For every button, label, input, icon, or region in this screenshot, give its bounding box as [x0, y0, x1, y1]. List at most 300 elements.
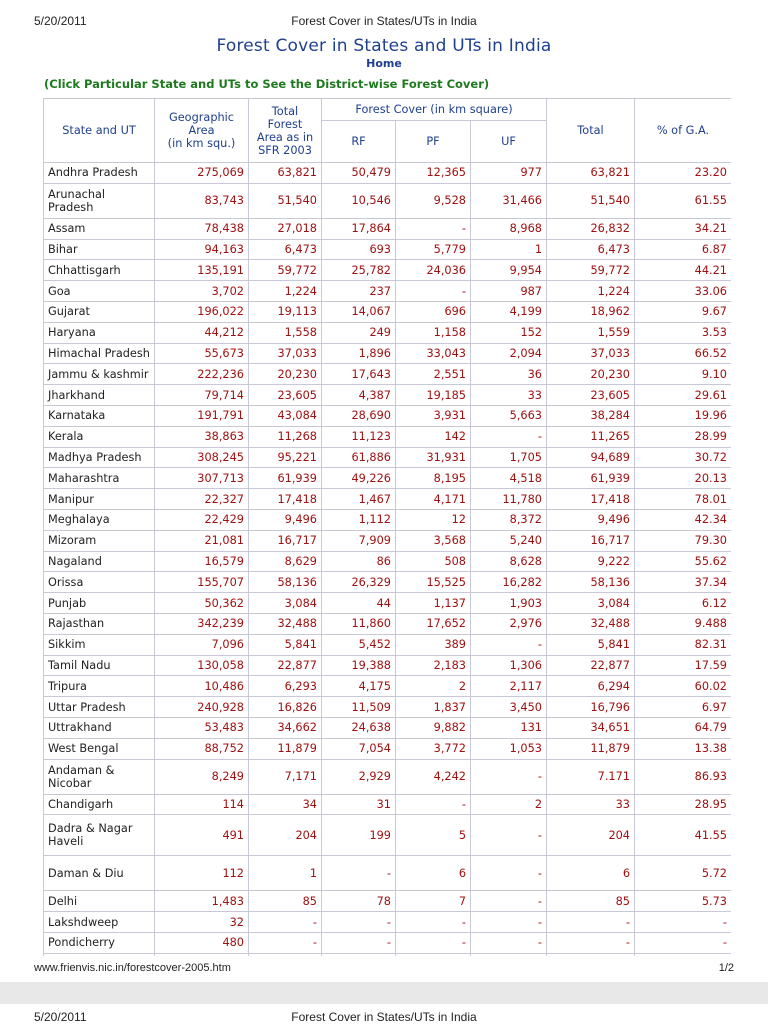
cell-pct: 13.38 [635, 738, 732, 759]
cell-total: - [547, 912, 635, 933]
cell-uf: 1,306 [471, 655, 547, 676]
cell-geo: 155,707 [155, 572, 249, 593]
cell-pct: 86.93 [635, 759, 732, 794]
state-name-link[interactable]: Uttar Pradesh [44, 697, 155, 718]
cell-tfa [249, 953, 322, 956]
table-row [44, 281, 732, 302]
cell-rf: 19,388 [322, 655, 396, 676]
state-name-link[interactable]: Himachal Pradesh [44, 343, 155, 364]
print-header [34, 14, 734, 32]
cell-pf: - [396, 932, 471, 953]
cell-tfa: 6,293 [249, 676, 322, 697]
cell-rf: 11,509 [322, 697, 396, 718]
cell-rf: 199 [322, 815, 396, 856]
cell-rf: 26,329 [322, 572, 396, 593]
cell-geo: 308,245 [155, 447, 249, 468]
table-row [44, 183, 732, 218]
next-page-title: Forest Cover in States/UTs in India [291, 1010, 477, 1024]
cell-tfa: 1,224 [249, 281, 322, 302]
cell-rf: - [322, 932, 396, 953]
table-row [44, 932, 732, 953]
cell-tfa: 59,772 [249, 260, 322, 281]
cell-uf: 987 [471, 281, 547, 302]
cell-pf: 1,137 [396, 593, 471, 614]
cell-pct: 66.52 [635, 343, 732, 364]
cell-tfa: 63,821 [249, 163, 322, 184]
cell-pct: 9.10 [635, 364, 732, 385]
cell-tfa: 8,629 [249, 551, 322, 572]
cell-pf: 508 [396, 551, 471, 572]
cell-tfa: 95,221 [249, 447, 322, 468]
cell-pf: 17,652 [396, 613, 471, 634]
table-row [44, 426, 732, 447]
cell-pct: 6.87 [635, 239, 732, 260]
cell-pct: 28.99 [635, 426, 732, 447]
cell-total: 6,294 [547, 676, 635, 697]
table-row [44, 738, 732, 759]
cell-pct: 28.95 [635, 794, 732, 815]
next-page-header [34, 1010, 734, 1024]
cell-tfa: 9,496 [249, 509, 322, 530]
table-row [44, 239, 732, 260]
state-name-link[interactable]: Madhya Pradesh [44, 447, 155, 468]
cell-uf: 152 [471, 322, 547, 343]
page-break [0, 982, 768, 1004]
cell-geo: 3,702 [155, 281, 249, 302]
forest-cover-table-container [43, 98, 731, 956]
table-row [44, 794, 732, 815]
table-row [44, 509, 732, 530]
cell-total: 18,962 [547, 301, 635, 322]
cell-pct: 41.55 [635, 815, 732, 856]
cell-rf: 2,929 [322, 759, 396, 794]
table-row [44, 655, 732, 676]
cell-geo: 78,438 [155, 218, 249, 239]
cell-geo: 79,714 [155, 385, 249, 406]
cell-pf: 12,365 [396, 163, 471, 184]
state-name-link[interactable]: Lakshdweep [44, 912, 155, 933]
page-url: www.frienvis.nic.in/forestcover-2005.htm [34, 962, 231, 974]
state-name-link[interactable]: Meghalaya [44, 509, 155, 530]
cell-total: 11,265 [547, 426, 635, 447]
cell-rf: 86 [322, 551, 396, 572]
cell-rf: 693 [322, 239, 396, 260]
header-uf: UF [471, 121, 547, 163]
cell-uf: 2 [471, 794, 547, 815]
cell-total: 61,939 [547, 468, 635, 489]
cell-tfa: 22,877 [249, 655, 322, 676]
cell-pct: 37.34 [635, 572, 732, 593]
cell-uf: 33 [471, 385, 547, 406]
forest-cover-table [43, 98, 731, 956]
cell-uf: 2,117 [471, 676, 547, 697]
cell-uf: 8,628 [471, 551, 547, 572]
cell-pf: 15,525 [396, 572, 471, 593]
cell-geo: 44,212 [155, 322, 249, 343]
cell-pf: 5,779 [396, 239, 471, 260]
cell-total: 94,689 [547, 447, 635, 468]
cell-pf [396, 953, 471, 956]
cell-geo: 480 [155, 932, 249, 953]
cell-uf: - [471, 891, 547, 912]
state-name-link[interactable]: Haryana [44, 322, 155, 343]
state-name-link[interactable]: Punjab [44, 593, 155, 614]
table-body [44, 163, 732, 957]
table-row [44, 856, 732, 891]
state-name-link[interactable]: Orissa [44, 572, 155, 593]
state-name-link[interactable]: Kerala [44, 426, 155, 447]
cell-uf: - [471, 815, 547, 856]
cell-rf: 1,467 [322, 489, 396, 510]
cell-pf: 12 [396, 509, 471, 530]
cell-total: 6,473 [547, 239, 635, 260]
cell-total: - [547, 932, 635, 953]
table-row [44, 613, 732, 634]
header-rf: RF [322, 121, 396, 163]
state-name-link[interactable]: Arunachal Pradesh [44, 183, 155, 218]
cell-geo: 7,096 [155, 634, 249, 655]
cell-total: 11,879 [547, 738, 635, 759]
cell-tfa: 19,113 [249, 301, 322, 322]
cell-uf: 1,705 [471, 447, 547, 468]
cell-total: 16,717 [547, 530, 635, 551]
cell-pf: - [396, 218, 471, 239]
cell-rf: 49,226 [322, 468, 396, 489]
cell-geo: 222,236 [155, 364, 249, 385]
cell-total: 1,559 [547, 322, 635, 343]
cell-pf: 7 [396, 891, 471, 912]
cell-pct: 78.01 [635, 489, 732, 510]
cell-pf: 33,043 [396, 343, 471, 364]
cell-geo: 1,483 [155, 891, 249, 912]
cell-tfa: - [249, 912, 322, 933]
table-row [44, 593, 732, 614]
cell-tfa: 1 [249, 856, 322, 891]
cell-tfa: 20,230 [249, 364, 322, 385]
cell-geo: 53,483 [155, 717, 249, 738]
table-row [44, 447, 732, 468]
cell-rf [322, 953, 396, 956]
cell-geo: 88,752 [155, 738, 249, 759]
cell-uf: 8,968 [471, 218, 547, 239]
cell-total: 59,772 [547, 260, 635, 281]
cell-rf: 249 [322, 322, 396, 343]
table-row [44, 912, 732, 933]
cell-uf: 131 [471, 717, 547, 738]
cell-uf: 5,240 [471, 530, 547, 551]
cell-geo: 21,081 [155, 530, 249, 551]
cell-pct: 60.02 [635, 676, 732, 697]
state-name-link[interactable]: Delhi [44, 891, 155, 912]
cell-pct: 5.72 [635, 856, 732, 891]
cell-uf: 9,954 [471, 260, 547, 281]
state-name-link[interactable]: Uttrakhand [44, 717, 155, 738]
cell-tfa: 1,558 [249, 322, 322, 343]
cell-tfa: 5,841 [249, 634, 322, 655]
cell-tfa: 16,717 [249, 530, 322, 551]
cell-pct: 23.20 [635, 163, 732, 184]
state-name-link[interactable]: Tripura [44, 676, 155, 697]
cell-uf: 8,372 [471, 509, 547, 530]
state-name-link[interactable]: Sikkim [44, 634, 155, 655]
cell-rf: - [322, 912, 396, 933]
state-name-link[interactable]: Andaman & Nicobar [44, 759, 155, 794]
state-name-link[interactable]: Andhra Pradesh [44, 163, 155, 184]
cell-pf: 5 [396, 815, 471, 856]
cell-tfa: 51,540 [249, 183, 322, 218]
cell-uf: - [471, 634, 547, 655]
cell-tfa: 17,418 [249, 489, 322, 510]
cell-total: 7.171 [547, 759, 635, 794]
cell-uf: 31,466 [471, 183, 547, 218]
cell-total [547, 953, 635, 956]
cell-geo: 38,863 [155, 426, 249, 447]
table-row [44, 343, 732, 364]
print-date: 5/20/2011 [34, 14, 87, 28]
cell-geo: 22,429 [155, 509, 249, 530]
cell-pct [635, 953, 732, 956]
cell-pf: 31,931 [396, 447, 471, 468]
state-name-link[interactable]: Chandigarh [44, 794, 155, 815]
state-name-link[interactable]: Daman & Diu [44, 856, 155, 891]
cell-total: 38,284 [547, 405, 635, 426]
cell-rf: 31 [322, 794, 396, 815]
cell-tfa: 11,268 [249, 426, 322, 447]
instruction-text: (Click Particular State and UTs to See the District-wise Forest Cover) [44, 77, 490, 91]
header-total: Total [547, 99, 635, 163]
cell-total: 22,877 [547, 655, 635, 676]
cell-tfa: - [249, 932, 322, 953]
cell-total: 58,136 [547, 572, 635, 593]
cell-tfa: 61,939 [249, 468, 322, 489]
next-page-date: 5/20/2011 [34, 1010, 87, 1024]
cell-rf: - [322, 856, 396, 891]
print-title: Forest Cover in States/UTs in India [291, 14, 477, 28]
cell-tfa: 7,171 [249, 759, 322, 794]
cell-tfa: 34 [249, 794, 322, 815]
cell-uf: - [471, 759, 547, 794]
cell-pct: 30.72 [635, 447, 732, 468]
state-name-link[interactable]: Assam [44, 218, 155, 239]
cell-pf: 142 [396, 426, 471, 447]
cell-geo: 32 [155, 912, 249, 933]
cell-pct: 61.55 [635, 183, 732, 218]
cell-geo: 94,163 [155, 239, 249, 260]
cell-pf: 9,528 [396, 183, 471, 218]
cell-pf: 4,171 [396, 489, 471, 510]
page-number: 1/2 [718, 962, 734, 974]
table-row [44, 468, 732, 489]
state-name-link[interactable]: Maharashtra [44, 468, 155, 489]
cell-geo: 130,058 [155, 655, 249, 676]
cell-uf: 1,903 [471, 593, 547, 614]
cell-tfa: 16,826 [249, 697, 322, 718]
cell-pct: 29.61 [635, 385, 732, 406]
cell-total: 17,418 [547, 489, 635, 510]
cell-pct: 42.34 [635, 509, 732, 530]
cell-total: 63,821 [547, 163, 635, 184]
cell-pct: - [635, 912, 732, 933]
cell-rf: 10,546 [322, 183, 396, 218]
cell-total: 32,488 [547, 613, 635, 634]
cell-pf: 2 [396, 676, 471, 697]
cell-rf: 78 [322, 891, 396, 912]
state-name-link[interactable]: Pondicherry [44, 932, 155, 953]
state-name-link[interactable]: Mizoram [44, 530, 155, 551]
home-link[interactable]: Home [366, 57, 402, 70]
cell-total: 1,224 [547, 281, 635, 302]
state-name-link[interactable]: West Bengal [44, 738, 155, 759]
cell-total: 85 [547, 891, 635, 912]
cell-pct: 9.488 [635, 613, 732, 634]
cell-pf: 389 [396, 634, 471, 655]
cell-total: 6 [547, 856, 635, 891]
cell-pct: 79.30 [635, 530, 732, 551]
cell-pct: 9.67 [635, 301, 732, 322]
cell-tfa: 3,084 [249, 593, 322, 614]
cell-total: 33 [547, 794, 635, 815]
cell-geo: 114 [155, 794, 249, 815]
cell-geo: 240,928 [155, 697, 249, 718]
cell-pf: 696 [396, 301, 471, 322]
table-row [44, 530, 732, 551]
header-total-forest-area: Total Forest Area as in SFR 2003 [249, 99, 322, 163]
cell-total: 9,222 [547, 551, 635, 572]
state-name-link[interactable]: Manipur [44, 489, 155, 510]
cell-tfa: 37,033 [249, 343, 322, 364]
cell-total: 5,841 [547, 634, 635, 655]
table-row [44, 405, 732, 426]
cell-rf: 17,864 [322, 218, 396, 239]
cell-uf: 5,663 [471, 405, 547, 426]
cell-pf: - [396, 794, 471, 815]
cell-geo: 10,486 [155, 676, 249, 697]
cell-uf [471, 953, 547, 956]
state-name-link[interactable]: Bihar [44, 239, 155, 260]
cell-pf: 9,882 [396, 717, 471, 738]
cell-total: 34,651 [547, 717, 635, 738]
cell-total: 26,832 [547, 218, 635, 239]
cell-geo: 275,069 [155, 163, 249, 184]
table-row [44, 697, 732, 718]
cell-pf: 24,036 [396, 260, 471, 281]
table-row [44, 676, 732, 697]
state-name-link[interactable]: Rajasthan [44, 613, 155, 634]
cell-tfa: 32,488 [249, 613, 322, 634]
cell-rf: 11,860 [322, 613, 396, 634]
header-pf: PF [396, 121, 471, 163]
cell-geo: 112 [155, 856, 249, 891]
state-name-link[interactable]: Jharkhand [44, 385, 155, 406]
table-row [44, 891, 732, 912]
state-name-link [44, 953, 155, 956]
cell-pf: 4,242 [396, 759, 471, 794]
state-name-link[interactable]: Nagaland [44, 551, 155, 572]
cell-uf: 977 [471, 163, 547, 184]
cell-tfa: 85 [249, 891, 322, 912]
cell-tfa: 43,084 [249, 405, 322, 426]
state-name-link[interactable]: Karnataka [44, 405, 155, 426]
cell-rf: 7,909 [322, 530, 396, 551]
cell-pf: 3,772 [396, 738, 471, 759]
table-row [44, 385, 732, 406]
header-state: State and UT [44, 99, 155, 163]
table-row [44, 489, 732, 510]
state-name-link[interactable]: Tamil Nadu [44, 655, 155, 676]
state-name-link[interactable]: Jammu & kashmir [44, 364, 155, 385]
cell-geo: 135,191 [155, 260, 249, 281]
cell-rf: 4,387 [322, 385, 396, 406]
cell-rf: 24,638 [322, 717, 396, 738]
cell-total: 51,540 [547, 183, 635, 218]
state-name-link[interactable]: Dadra & Nagar Haveli [44, 815, 155, 856]
cell-pf: - [396, 281, 471, 302]
cell-tfa: 11,879 [249, 738, 322, 759]
state-name-link[interactable]: Gujarat [44, 301, 155, 322]
header-percent-ga: % of G.A. [635, 99, 732, 163]
cell-rf: 237 [322, 281, 396, 302]
table-row [44, 551, 732, 572]
cell-uf: - [471, 932, 547, 953]
cell-rf: 7,054 [322, 738, 396, 759]
cell-uf: 2,976 [471, 613, 547, 634]
state-name-link[interactable]: Chhattisgarh [44, 260, 155, 281]
table-row [44, 759, 732, 794]
cell-uf: - [471, 426, 547, 447]
cell-uf: 1 [471, 239, 547, 260]
cell-tfa: 6,473 [249, 239, 322, 260]
table-row [44, 260, 732, 281]
cell-geo: 491 [155, 815, 249, 856]
page-title: Forest Cover in States and UTs in India [216, 36, 552, 56]
cell-pf: 2,551 [396, 364, 471, 385]
cell-pct: 55.62 [635, 551, 732, 572]
cell-pf: 19,185 [396, 385, 471, 406]
cell-pct: 82.31 [635, 634, 732, 655]
cell-uf: - [471, 856, 547, 891]
cell-total: 23,605 [547, 385, 635, 406]
cell-tfa: 27,018 [249, 218, 322, 239]
cell-geo: 16,579 [155, 551, 249, 572]
cell-tfa: 34,662 [249, 717, 322, 738]
cell-total: 9,496 [547, 509, 635, 530]
cell-geo: 191,791 [155, 405, 249, 426]
cell-pct: 19.96 [635, 405, 732, 426]
cell-geo [155, 953, 249, 956]
header-forest-cover: Forest Cover (in km square) [322, 99, 547, 121]
cell-uf: 3,450 [471, 697, 547, 718]
cell-geo: 22,327 [155, 489, 249, 510]
cell-pf: 8,195 [396, 468, 471, 489]
cell-pf: 2,183 [396, 655, 471, 676]
cell-rf: 5,452 [322, 634, 396, 655]
header-geographic-area: Geographic Area (in km squ.) [155, 99, 249, 163]
cell-pf: 3,931 [396, 405, 471, 426]
cell-pct: 3.53 [635, 322, 732, 343]
table-row [44, 815, 732, 856]
cell-uf: 4,199 [471, 301, 547, 322]
cell-tfa: 58,136 [249, 572, 322, 593]
cell-pct: 17.59 [635, 655, 732, 676]
cell-pct: 20.13 [635, 468, 732, 489]
cell-rf: 61,886 [322, 447, 396, 468]
state-name-link[interactable]: Goa [44, 281, 155, 302]
cell-total: 37,033 [547, 343, 635, 364]
cell-uf: 16,282 [471, 572, 547, 593]
cell-pct: 6.97 [635, 697, 732, 718]
cell-rf: 1,896 [322, 343, 396, 364]
table-row [44, 322, 732, 343]
